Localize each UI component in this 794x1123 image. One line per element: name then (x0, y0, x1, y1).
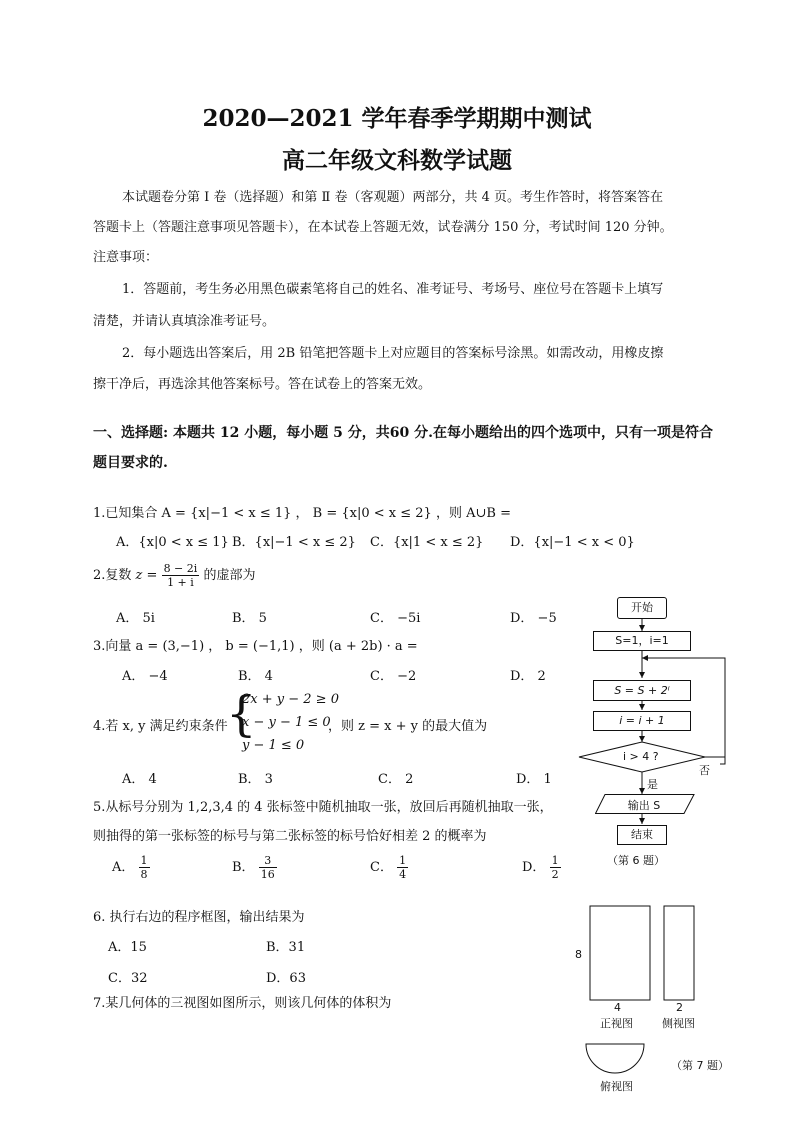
side-view-rect (664, 906, 694, 1000)
q5-a-den: 8 (140, 868, 148, 881)
q5-option-a (112, 854, 150, 881)
q1-option-c: C．{x|1 < x ≤ 2} (370, 535, 484, 550)
q4-brace: { (226, 686, 257, 742)
flowchart-init: S=1，i=1 (593, 631, 691, 651)
q3-option-b: B． 4 (238, 669, 273, 684)
q5-option-c-fraction (397, 854, 408, 881)
q2-suffix: 的虚部为 (203, 568, 256, 583)
q4-constraint-2: x − y − 1 ≤ 0 (242, 715, 331, 730)
front-width-label: 4 (614, 1001, 621, 1014)
flowchart (575, 594, 735, 874)
q5-option-c (370, 854, 408, 881)
top-view-label: 俯视图 (600, 1080, 633, 1093)
flowchart-update-i: i = i + 1 (593, 711, 691, 731)
q5-option-a-label: A． (112, 860, 135, 875)
q5-c-den: 4 (399, 868, 407, 881)
q1-option-b: B．{x|−1 < x ≤ 2} (232, 535, 356, 550)
note-2-line-2: 擦干净后，再选涂其他答案标号。答在试卷上的答案无效。 (93, 377, 432, 392)
flowchart-caption: （第 6 题） (607, 854, 665, 867)
q2-fraction-den: 1 + i (167, 576, 194, 589)
q4-option-c: C． 2 (378, 772, 414, 787)
q4-constraint-3: y − 1 ≤ 0 (242, 738, 305, 753)
note-2-line-1: 2．每小题选出答案后，用 2B 铅笔把答题卡上对应题目的答案标号涂黑。如需改动，用橡皮擦 (122, 346, 664, 361)
q5-d-den: 2 (551, 868, 559, 881)
three-views (568, 898, 738, 1098)
q2-variable: z = (135, 568, 158, 583)
q6-option-c: C．32 (108, 971, 148, 986)
q5-stem-line-1: 5.从标号分别为 1,2,3,4 的 4 张标签中随机抽取一张，放回后再随机抽取一张， (93, 800, 553, 815)
note-1-line-1: 1．答题前，考生务必用黑色碳素笔将自己的姓名、准考证号、考场号、座位号在答题卡上填写 (122, 282, 664, 297)
q6-option-a: A．15 (108, 940, 147, 955)
q1-stem: 1.已知集合 A = {x|−1 < x ≤ 1} ， B = {x|0 < x ≤ 2} ，则 A∪B = (93, 506, 511, 521)
front-view-rect (590, 906, 650, 1000)
section-1-heading: 一、选择题: 本题共 12 小题，每小题 5 分，共60 分.在每小题给出的四个选项中，只有一项是符合 (93, 425, 713, 441)
q4-suffix: ，则 z = x + y 的最大值为 (328, 719, 488, 734)
height-label: 8 (575, 948, 582, 961)
q4-option-a: A． 4 (122, 772, 157, 787)
flowchart-condition: i > 4 ? (623, 750, 659, 763)
q2-fraction (162, 562, 200, 589)
q2-option-c: C． −5i (370, 611, 421, 626)
q5-option-b (232, 854, 277, 881)
q2-option-b: B． 5 (232, 611, 267, 626)
q6-stem: 6. 执行右边的程序框图，输出结果为 (93, 910, 305, 925)
q3-option-c: C． −2 (370, 669, 417, 684)
q2-stem (93, 562, 255, 589)
intro-line-2: 答题卡上（答题注意事项见答题卡），在本试卷上答题无效，试卷满分 150 分，考试时间 120 分钟。 (93, 220, 673, 235)
flowchart-end: 结束 (617, 825, 667, 845)
q4-option-b: B． 3 (238, 772, 273, 787)
flowchart-yes-label: 是 (647, 778, 658, 791)
q2-option-d: D． −5 (510, 611, 557, 626)
q5-c-num: 1 (399, 854, 407, 867)
q5-option-d-label: D． (522, 860, 546, 875)
q5-option-b-label: B． (232, 860, 255, 875)
q5-a-num: 1 (140, 854, 148, 867)
flowchart-no-label: 否 (699, 764, 710, 777)
q1-option-d: D．{x|−1 < x < 0} (510, 535, 635, 550)
figure-7-caption: （第 7 题） (671, 1059, 729, 1072)
q5-stem-line-2: 则抽得的第一张标签的标号与第二张标签的标号恰好相差 2 的概率为 (93, 829, 487, 844)
q5-option-c-label: C． (370, 860, 393, 875)
q6-option-b: B．31 (266, 940, 306, 955)
top-view-semicircle (586, 1044, 644, 1073)
note-1-line-2: 清楚，并请认真填涂准考证号。 (93, 314, 276, 329)
q4-prefix: 4.若 x, y 满足约束条件 (93, 719, 228, 734)
side-view-label: 侧视图 (662, 1017, 695, 1030)
side-width-label: 2 (676, 1001, 683, 1014)
q5-option-a-fraction (139, 854, 150, 881)
q2-fraction-num: 8 − 2i (163, 562, 198, 575)
front-view-label: 正视图 (600, 1017, 633, 1030)
q5-option-b-fraction (259, 854, 277, 881)
q3-option-a: A． −4 (122, 669, 168, 684)
exam-subtitle: 高二年级文科数学试题 (282, 147, 512, 174)
q7-stem: 7.某几何体的三视图如图所示，则该几何体的体积为 (93, 996, 392, 1011)
q5-b-den: 16 (260, 868, 275, 881)
q6-option-d: D．63 (266, 971, 306, 986)
q5-d-num: 1 (551, 854, 559, 867)
flowchart-output-label: 输出 S (627, 799, 661, 812)
q5-option-d (522, 854, 561, 881)
flowchart-update-s: S = S + 2ⁱ (593, 680, 691, 701)
q4-option-d: D． 1 (516, 772, 552, 787)
q3-stem: 3.向量 a = (3,−1) ， b = (−1,1) ，则 (a + 2b) · a = (93, 639, 418, 654)
flowchart-output (595, 794, 689, 814)
exam-title: 2020—2021 学年春季学期期中测试 (202, 105, 592, 132)
flowchart-start: 开始 (617, 597, 667, 619)
section-1-heading-cont: 题目要求的. (93, 455, 168, 471)
q5-b-num: 3 (259, 854, 277, 868)
intro-line-1: 本试题卷分第 Ⅰ 卷（选择题）和第 Ⅱ 卷（客观题）两部分，共 4 页。考生作答时，将答案答在 (122, 190, 664, 205)
q1-option-a: A．{x|0 < x ≤ 1} (116, 535, 229, 550)
q2-option-a: A． 5i (116, 611, 155, 626)
q5-option-d-fraction (550, 854, 561, 881)
q2-prefix: 2.复数 (93, 568, 132, 583)
notes-label: 注意事项： (93, 250, 159, 265)
q4-constraint-1: 2x + y − 2 ≥ 0 (242, 692, 339, 707)
q3-option-d: D． 2 (510, 669, 546, 684)
